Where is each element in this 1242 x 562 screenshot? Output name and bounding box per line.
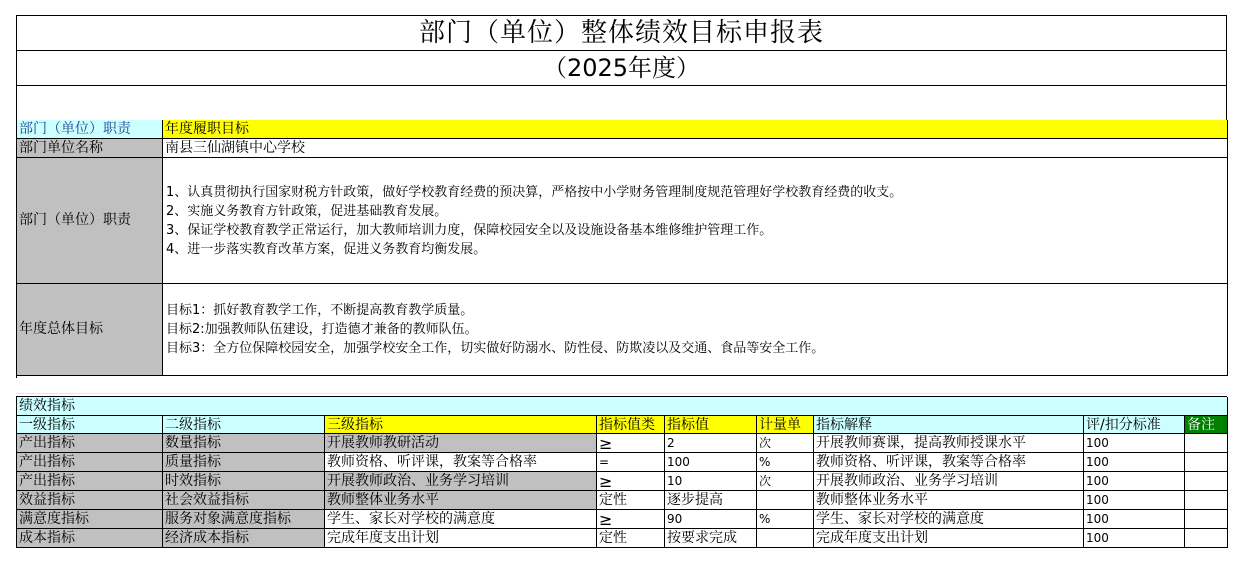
col-header-level3[interactable]: 三级指标	[325, 416, 597, 434]
col-header-level2[interactable]: 二级指标	[163, 416, 325, 434]
table-cell-unit[interactable]: %	[757, 453, 814, 472]
duty-line: 1、认真贯彻执行国家财税方针政策，做好学校教育经费的预决算，严格按中小学财务管理制度规范管理好学校教育经费的收支。	[166, 184, 903, 200]
col-header-explain[interactable]: 指标解释	[814, 416, 1084, 434]
col-header-value-type[interactable]: 指标值类	[597, 416, 665, 434]
blank-row	[16, 86, 1227, 121]
table-cell-unit[interactable]: 次	[757, 472, 814, 491]
table-cell-level2[interactable]: 数量指标	[163, 434, 325, 453]
table-cell-remark[interactable]	[1185, 472, 1228, 491]
goal-line: 目标1：抓好教育教学工作，不断提高教育教学质量。	[166, 303, 474, 318]
duty-line: 3、保证学校教育教学正常运行，加大教师培训力度，保障校园安全以及设施设备基本维修维护管理工作。	[166, 222, 773, 238]
goal-line: 目标3：全方位保障校园安全，加强学校安全工作，切实做好防溺水、防性侵、防欺凌以及交通、食品等安全工作。	[166, 341, 825, 356]
goals-content[interactable]	[163, 284, 1228, 376]
col-header-level1[interactable]: 一级指标	[17, 416, 163, 434]
table-cell-score[interactable]: 100	[1084, 510, 1185, 529]
table-cell-level2[interactable]: 经济成本指标	[163, 529, 325, 548]
table-cell-explain[interactable]: 学生、家长对学校的满意度	[814, 510, 1084, 529]
table-cell-level1[interactable]: 成本指标	[17, 529, 163, 548]
table-cell-explain[interactable]: 开展教师赛课，提高教师授课水平	[814, 434, 1084, 453]
table-cell-level1[interactable]: 产出指标	[17, 434, 163, 453]
table-cell-value[interactable]: 100	[665, 453, 757, 472]
form-title: 部门（单位）整体绩效目标申报表	[16, 15, 1227, 51]
table-cell-remark[interactable]	[1185, 491, 1228, 510]
duties-label-text: 部门（单位）职责	[19, 212, 131, 228]
table-cell-level3[interactable]: 开展教师政治、业务学习培训	[325, 472, 597, 491]
table-cell-level3[interactable]: 学生、家长对学校的满意度	[325, 510, 597, 529]
table-cell-value[interactable]: 2	[665, 434, 757, 453]
duties-content[interactable]	[163, 158, 1228, 284]
table-cell-score[interactable]: 100	[1084, 434, 1185, 453]
goal-line: 目标2:加强教师队伍建设，打造德才兼备的教师队伍。	[166, 322, 478, 337]
table-cell-value[interactable]: 逐步提高	[665, 491, 757, 510]
table-cell-level1[interactable]: 效益指标	[17, 491, 163, 510]
perf-title[interactable]: 绩效指标	[17, 397, 1228, 416]
table-cell-unit[interactable]	[757, 529, 814, 548]
table-cell-score[interactable]: 100	[1084, 491, 1185, 510]
unit-name-value[interactable]: 南县三仙湖镇中心学校	[163, 139, 1228, 158]
table-cell-value-type[interactable]: 定性	[597, 529, 665, 548]
table-cell-unit[interactable]: %	[757, 510, 814, 529]
table-cell-level2[interactable]: 服务对象满意度指标	[163, 510, 325, 529]
table-cell-explain[interactable]: 开展教师政治、业务学习培训	[814, 472, 1084, 491]
col-header-value[interactable]: 指标值	[665, 416, 757, 434]
table-cell-remark[interactable]	[1185, 434, 1228, 453]
table-cell-value-type[interactable]: ≥	[597, 472, 665, 491]
table-cell-level2[interactable]: 时效指标	[163, 472, 325, 491]
table-cell-unit[interactable]: 次	[757, 434, 814, 453]
col-header-remark[interactable]: 备注	[1185, 416, 1228, 434]
table-cell-level1[interactable]: 产出指标	[17, 472, 163, 491]
perf-table	[16, 396, 1227, 548]
table-cell-level1[interactable]: 满意度指标	[17, 510, 163, 529]
table-cell-unit[interactable]	[757, 491, 814, 510]
table-cell-value[interactable]: 10	[665, 472, 757, 491]
table-cell-remark[interactable]	[1185, 510, 1228, 529]
form-subtitle: （2025年度）	[16, 50, 1227, 86]
grid-line	[16, 393, 1227, 394]
header-right-cell[interactable]: 年度履职目标	[163, 120, 1228, 139]
table-cell-value-type[interactable]: ≥	[597, 434, 665, 453]
upper-table	[16, 120, 1227, 378]
table-cell-score[interactable]: 100	[1084, 472, 1185, 491]
table-cell-remark[interactable]	[1185, 529, 1228, 548]
unit-name-label[interactable]: 部门单位名称	[17, 139, 163, 158]
duty-line: 2、实施义务教育方针政策，促进基础教育发展。	[166, 203, 448, 219]
table-cell-value[interactable]: 按要求完成	[665, 529, 757, 548]
table-cell-value-type[interactable]: =	[597, 453, 665, 472]
goals-label-text: 年度总体目标	[19, 321, 103, 337]
header-left-cell[interactable]: 部门（单位）职责	[17, 120, 163, 139]
table-cell-level3[interactable]: 开展教师教研活动	[325, 434, 597, 453]
table-cell-score[interactable]: 100	[1084, 453, 1185, 472]
table-cell-level1[interactable]: 产出指标	[17, 453, 163, 472]
table-cell-value-type[interactable]: ≥	[597, 510, 665, 529]
table-cell-explain[interactable]: 完成年度支出计划	[814, 529, 1084, 548]
table-cell-level2[interactable]: 社会效益指标	[163, 491, 325, 510]
table-cell-score[interactable]: 100	[1084, 529, 1185, 548]
table-cell-value[interactable]: 90	[665, 510, 757, 529]
table-cell-explain[interactable]: 教师资格、听评课，教案等合格率	[814, 453, 1084, 472]
table-cell-level3[interactable]: 完成年度支出计划	[325, 529, 597, 548]
duties-label[interactable]	[17, 158, 163, 284]
table-cell-remark[interactable]	[1185, 453, 1228, 472]
goals-label[interactable]	[17, 284, 163, 376]
table-cell-explain[interactable]: 教师整体业务水平	[814, 491, 1084, 510]
duty-line: 4、进一步落实教育改革方案，促进义务教育均衡发展。	[166, 241, 487, 257]
col-header-unit[interactable]: 计量单	[757, 416, 814, 434]
table-cell-level2[interactable]: 质量指标	[163, 453, 325, 472]
table-cell-level3[interactable]: 教师资格、听评课，教案等合格率	[325, 453, 597, 472]
table-cell-value-type[interactable]: 定性	[597, 491, 665, 510]
table-cell-level3[interactable]: 教师整体业务水平	[325, 491, 597, 510]
col-header-score[interactable]: 评/扣分标准	[1084, 416, 1185, 434]
